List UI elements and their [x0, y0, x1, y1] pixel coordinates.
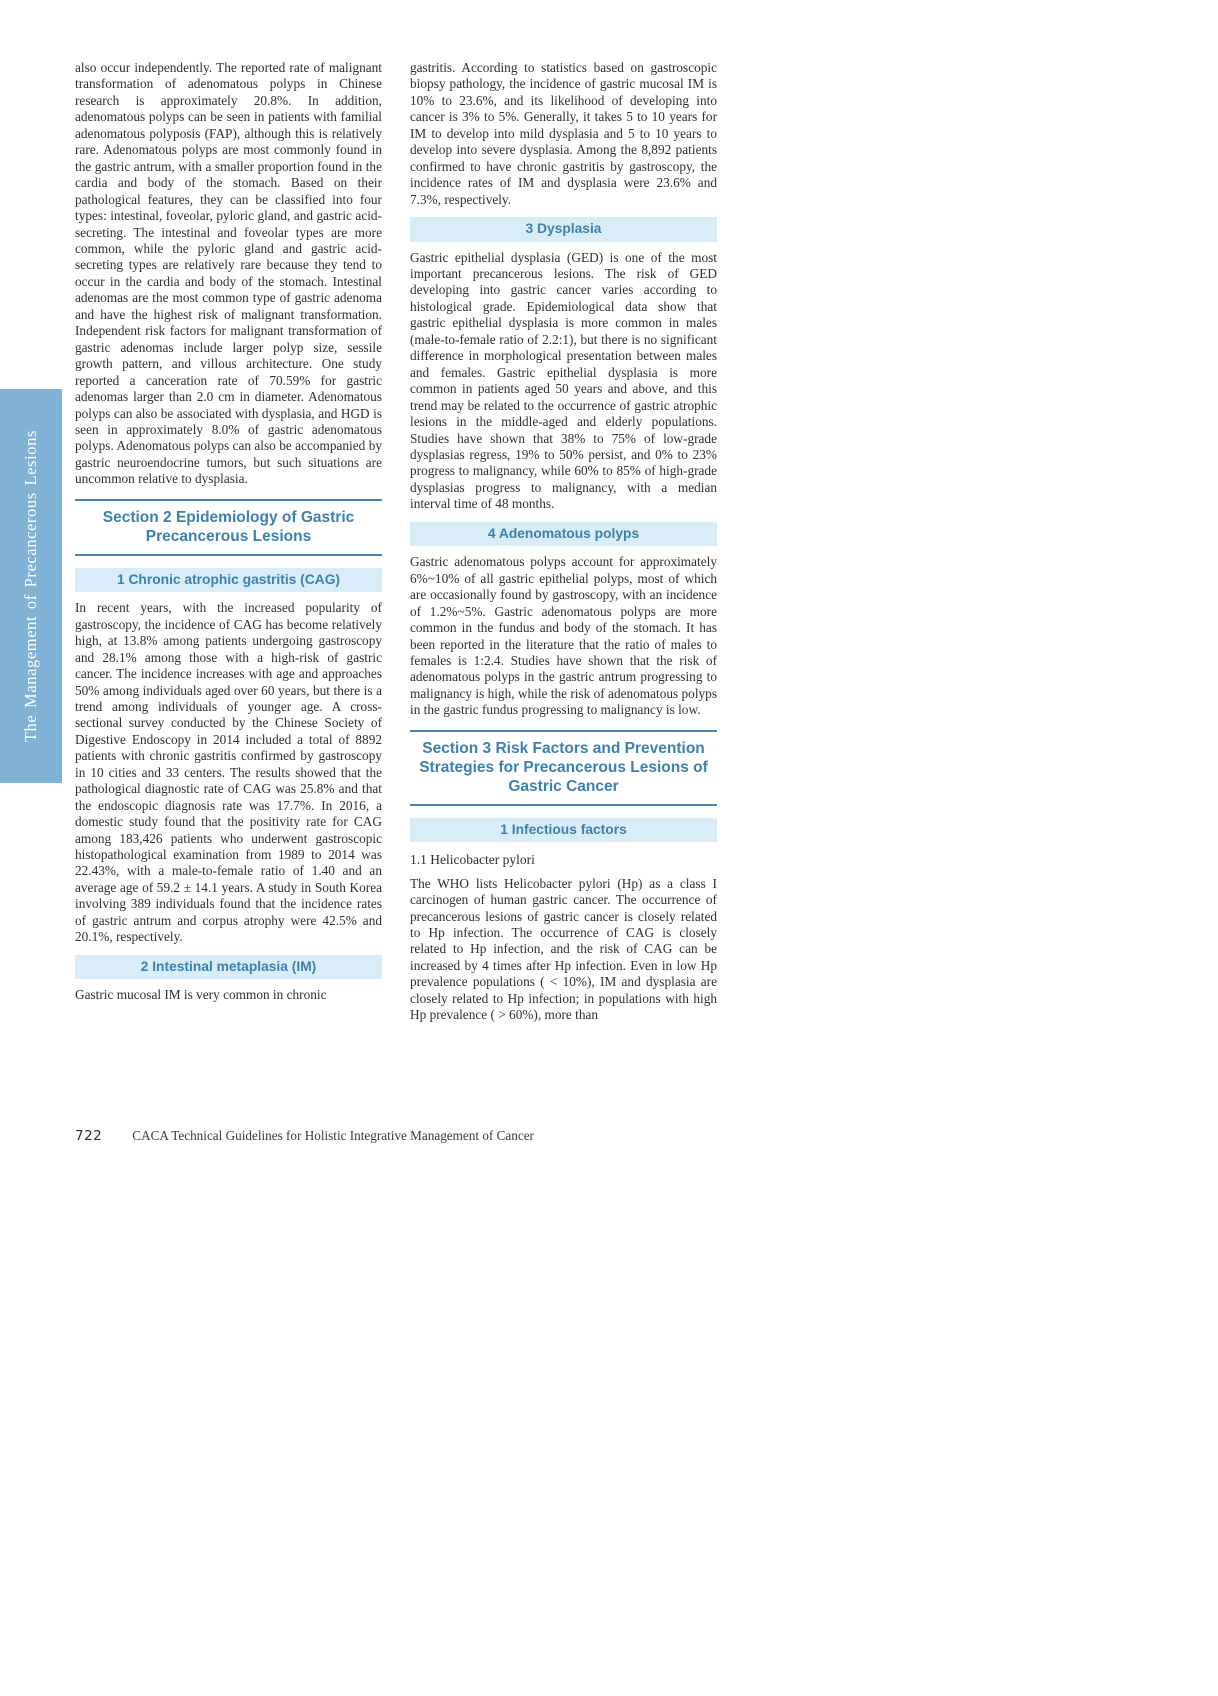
- page-footer: [75, 1128, 875, 1144]
- left-column: [75, 60, 382, 1007]
- subheading-intestinal-metaplasia: 2 Intestinal metaplasia (IM): [75, 955, 382, 979]
- subsubheading-helicobacter-pylori: 1.1 Helicobacter pylori: [410, 852, 535, 868]
- subheading-dysplasia: 3 Dysplasia: [410, 217, 717, 241]
- body-paragraph: Gastric adenomatous polyps account for approximately 6%~10% of all gastric epithelial polyps, most of which are occasionally found by gastroscopy, with an incidence of 1.2%~5%. Gastric adenomatous polyps are more common in the fundus and body of the stomach. It has been reported in the literature that the ratio of males to females is 1:2.4. Studies have shown that the risk of adenomatous polyps in the gastric antrum progressing to malignancy is high, while the risk of adenomatous polyps in the gastric fundus progressing to malignancy is low.: [410, 554, 717, 718]
- subheading-adenomatous-polyps: 4 Adenomatous polyps: [410, 522, 717, 546]
- subheading-chronic-atrophic-gastritis: 1 Chronic atrophic gastritis (CAG): [75, 568, 382, 592]
- chapter-tab: [0, 389, 62, 783]
- section-2-heading: Section 2 Epidemiology of Gastric Precancerous Lesions: [75, 499, 382, 556]
- body-paragraph: Gastric mucosal IM is very common in chronic: [75, 987, 327, 1003]
- page-number: 722: [75, 1128, 103, 1144]
- section-3-heading: Section 3 Risk Factors and Prevention Strategies for Precancerous Lesions of Gastric Cancer: [410, 730, 717, 806]
- subheading-infectious-factors: 1 Infectious factors: [410, 818, 717, 842]
- body-paragraph: also occur independently. The reported rate of malignant transformation of adenomatous polyps in Chinese research is approximately 20.8%. In addition, adenomatous polyps can be seen in patients with familial adenomatous polyposis (FAP), although this is relatively rare. Adenomatous polyps are most commonly found in the gastric antrum, with a smaller proportion found in the cardia and body of the stomach. Based on their pathological features, they can be classified into four types: intestinal, foveolar, pyloric gland, and gastric acid-secreting. The intestinal and foveolar types are more common, while the pyloric gland and gastric acid-secreting types are relatively rare because they tend to occur in the cardia and body of the stomach. Intestinal adenomas are the most common type of gastric adenoma and have the highest risk of malignant transformation. Independent risk factors for malignant transformation of gastric adenomas include larger polyp size, sessile growth pattern, and villous architecture. One study reported a canceration rate of 70.59% for gastric adenomas larger than 2.0 cm in diameter. Adenomatous polyps can also be associated with dysplasia, and HGD is seen in approximately 8.0% of gastric adenomatous polyps. Adenomatous polyps can also be accompanied by gastric neuroendocrine tumors, but such situations are uncommon relative to dysplasia.: [75, 60, 382, 487]
- body-paragraph: The WHO lists Helicobacter pylori (Hp) as a class I carcinogen of human gastric cancer. The occurrence of precancerous lesions of gastric cancer is closely related to Hp infection. The occurrence of CAG is closely related to Hp infection, and the risk of CAG can be increased by 4 times after Hp infection. Even in low Hp prevalence populations ( < 10%), IM and dysplasia are closely related to Hp infection; in populations with high Hp prevalence ( > 60%), more than: [410, 875, 717, 1023]
- footer-title: CACA Technical Guidelines for Holistic Integrative Management of Cancer: [132, 1128, 534, 1143]
- body-paragraph: Gastric epithelial dysplasia (GED) is one of the most important precancerous lesions. The risk of GED developing into gastric cancer varies according to histological grade. Epidemiological data show that gastric epithelial dysplasia is more common in males (male-to-female ratio of 2.2:1), but there is no significant difference in morphological presentation between males and females. Gastric epithelial dysplasia is more common in patients aged 50 years and above, and this trend may be related to the occurrence of gastric atrophic lesions in the middle-aged and elderly populations. Studies have shown that 38% to 75% of low-grade dysplasias regress, 19% to 50% persist, and 0% to 23% progress to malignancy, while 60% to 85% of high-grade dysplasias progress to malignancy, with a median interval time of 48 months.: [410, 249, 717, 512]
- body-paragraph: In recent years, with the increased popularity of gastroscopy, the incidence of CAG has become relatively high, at 13.8% among patients undergoing gastroscopy and 28.1% among those with a high-risk of gastric cancer. The incidence increases with age and approaches 50% among individuals aged over 60 years, but there is a trend among individuals of younger age. A cross-sectional survey conducted by the Chinese Society of Digestive Endoscopy in 2014 included a total of 8892 patients with chronic gastritis confirmed by gastroscopy in 10 cities and 33 centers. The results showed that the pathological diagnostic rate of CAG was 25.8% and that the endoscopic diagnosis rate was 17.7%. In 2016, a domestic study found that the positivity rate for CAG among 183,426 patients who underwent gastroscopic histopathological examination from 1989 to 2014 was 22.43%, with a male-to-female ratio of 1.40 and an average age of 59.2 ± 14.1 years. A study in South Korea involving 389 individuals found that the incidence rates of gastric antrum and corpus atrophy were 42.5% and 20.1%, respectively.: [75, 600, 382, 945]
- chapter-tab-label: The Management of Precancerous Lesions: [21, 429, 40, 743]
- right-column: [410, 60, 717, 1027]
- body-paragraph: gastritis. According to statistics based on gastroscopic biopsy pathology, the incidence of gastric mucosal IM is 10% to 23.6%, and its likelihood of developing into cancer is 3% to 5%. Generally, it takes 5 to 10 years for IM to develop into mild dysplasia and 5 to 10 years to develop into severe dysplasia. Among the 8,892 patients confirmed to have chronic gastritis by gastroscopy, the incidence rates of IM and dysplasia were 23.6% and 7.3%, respectively.: [410, 60, 717, 207]
